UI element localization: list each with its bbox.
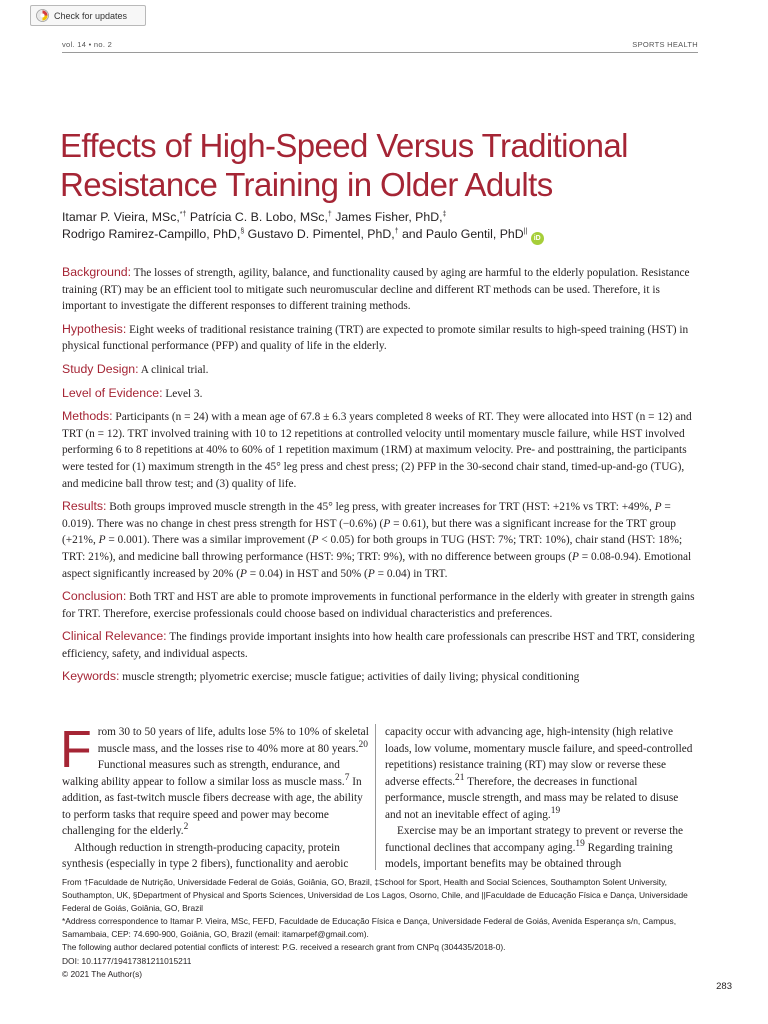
section-text: The losses of strength, agility, balance, and functionality caused by aging are harmful to the elderly population. Resistance training (RT) may be an efficient tool to mitigate such neuromuscular decline and different RT methods can be used. Therefore, it is important to investigate the different responses to different training methods. (62, 267, 690, 313)
body-paragraph (60, 721, 374, 840)
copyright: © 2021 The Author(s) (62, 968, 143, 979)
affiliation-mark: § (240, 227, 245, 235)
abstract-keywords (62, 668, 702, 686)
section-text: Eight weeks of traditional resistance training (TRT) are expected to promote similar results to high-speed training (HST) in physical functional performance (PFP) and quality of life in the elderly. (62, 323, 689, 353)
author-name: Gustavo D. Pimentel, PhD, (244, 227, 395, 241)
section-text: = 0.001). There was a similar improvement ( (105, 534, 312, 547)
abstract-hypothesis (62, 321, 702, 355)
body-text: Regarding training models, important benefits may be obtained through (385, 841, 673, 870)
section-text: Both TRT and HST are able to promote improvements in functional performance in the elderly with greater in strength gains for TRT. Therefore, exercise professionals could choose based on individual characteristics and preferences. (62, 591, 695, 620)
abstract-background (62, 264, 702, 315)
author-name: James Fisher, PhD, (331, 210, 443, 224)
body-text: Therefore, the decreases in functional performance, muscle strength, and mass may be related to disuse and not an inevitable effect of aging. (385, 775, 679, 821)
p-symbol: P (367, 567, 375, 580)
section-label: Study Design: (62, 361, 139, 376)
section-text: = 0.04) in HST and 50% ( (246, 567, 368, 580)
orcid-icon[interactable]: iD (531, 232, 544, 245)
body-text: rom 30 to 50 years of life, adults lose 5% to 10% of skeletal muscle mass, and the losses rise to 40% more at 80 years. (97, 726, 369, 755)
p-symbol: P (98, 534, 106, 547)
page-number: 283 (716, 981, 732, 992)
abstract (62, 264, 702, 692)
check-for-updates-badge[interactable] (30, 5, 146, 26)
section-text: = 0.04) in TRT. (374, 567, 448, 580)
affiliation-mark: † (394, 227, 399, 235)
section-text: Participants (n = 24) with a mean age of 67.8 ± 6.3 years completed 8 weeks of RT. They were allocated into HST (n = 12) and TRT (n = 12). TRT involved training with 10 to 12 repetitions at controlled velocity until momentary muscle failure, while HST involved performing 6 to 8 repetitions at 40% to 60% of 1 repetition maximum (1RM) at maximum velocity. Pre- and posttraining, the participants were tested for (1) maximum strength in the 45° leg press and chest press; (2) PFP in the 30-second chair stand, timed-up-and-go (TUG), and medicine ball throw test; and (3) quality of life. (62, 411, 692, 490)
section-text: = 0.019). There was no change in chest press strength for HST (−0.6%) ( (62, 501, 671, 530)
journal-name: SPORTS HEALTH (632, 40, 698, 49)
section-text: muscle strength; plyometric exercise; muscle fatigue; activities of daily living; physical conditioning (119, 671, 580, 684)
article-title: Effects of High-Speed Versus Traditional Resistance Training in Older Adults (60, 127, 628, 203)
affiliation-mark: || (523, 227, 528, 235)
body-paragraph: Although reduction in strength-producing capacity, protein synthesis (especially in type 2 fibers), functionality and aerobic (62, 841, 349, 870)
p-symbol: P (311, 534, 319, 547)
section-text: A clinical trial. (138, 363, 209, 376)
header-divider (62, 52, 698, 53)
section-label: Level of Evidence: (62, 385, 163, 400)
journal-issue: vol. 14 • no. 2 (62, 40, 113, 49)
citation[interactable]: 19 (575, 838, 585, 849)
affiliation-mark: *† (179, 210, 187, 218)
section-label: Keywords: (62, 669, 120, 684)
abstract-methods (62, 408, 702, 492)
p-symbol: P (239, 567, 247, 580)
citation[interactable]: 2 (183, 822, 189, 833)
body-column-right (385, 724, 697, 873)
abstract-conclusion (62, 588, 702, 622)
body-text: In addition, as fast-twitch muscle fibers decrease with age, the ability to perform tasks that require speed and power may become challenging for the elderly. (62, 775, 363, 837)
author-name: Rodrigo Ramirez-Campillo, PhD, (62, 227, 241, 241)
author-name: Patrícia C. B. Lobo, MSc, (186, 210, 328, 224)
section-label: Results: (62, 499, 107, 514)
body-column-left (60, 721, 374, 873)
check-for-updates-label: Check for updates (54, 10, 128, 21)
citation[interactable]: 7 (344, 772, 350, 783)
section-label: Clinical Relevance: (62, 629, 167, 644)
column-divider (375, 724, 376, 870)
p-symbol: P (654, 501, 662, 514)
body-text: Functional measures such as strength, endurance, and walking ability appear to follow a similar loss as muscle mass. (62, 759, 345, 788)
author-list (62, 209, 702, 245)
abstract-clinical-relevance (62, 628, 702, 662)
affiliation-mark: ‡ (442, 210, 447, 218)
section-label: Background: (62, 265, 132, 279)
section-label: Methods: (62, 409, 113, 424)
section-label: Conclusion: (62, 589, 127, 604)
abstract-evidence (62, 385, 702, 403)
section-label: Hypothesis: (62, 321, 127, 336)
doi[interactable]: DOI: 10.1177/19417381211015211 (62, 955, 192, 966)
citation[interactable]: 21 (455, 772, 465, 783)
section-text: The findings provide important insights into how health care professionals can prescribe HST and TRT, considering efficiency, safety, and individual aspects. (62, 631, 695, 660)
author-name: and Paulo Gentil, PhD (398, 227, 524, 241)
body-paragraph (385, 823, 697, 873)
section-text: < 0.05) for both groups in TUG (HST: 7%; TRT: 10%), chair stand (HST: 18%; TRT: 21%), and medicine ball throwing performance (HST: 9%; TRT: 9%), with no difference between groups ( (62, 534, 683, 563)
body-paragraph (385, 724, 697, 823)
correspondence-footnote: *Address correspondence to Itamar P. Vieira, MSc, FEFD, Faculdade de Educação Física e Dança, Universidade Federal de Goiás, Avenida Esperança s/n, Campus, Samambaia, CEP: 74.690-900, Goiânia, GO, Brazil (email: itamarpef@gmail.com). (62, 916, 677, 940)
citation[interactable]: 19 (550, 805, 561, 816)
p-symbol: P (383, 517, 391, 530)
section-text: = 0.61), but there was a significant increase for the TRT group (+21%, (62, 517, 676, 547)
section-text: Level 3. (162, 387, 203, 400)
affiliation-mark: † (327, 210, 332, 218)
abstract-study-design (62, 361, 702, 379)
body-text: capacity occur with advancing age, high-intensity (high relative loads, low volume, momentary muscle failure, and speed-controlled repetitions) resistance training (RT) may slow or reverse these adverse effects. (385, 726, 693, 788)
citation[interactable]: 20 (358, 739, 368, 750)
conflicts-footnote: The following author declared potential conflicts of interest: P.G. received a research grant from CNPq (304435/2018-0). (62, 942, 506, 953)
affiliations-footnote: From †Faculdade de Nutrição, Universidade Federal de Goiás, Goiânia, GO, Brazil, ‡School for Sport, Health and Social Sciences, Southampton Solent University, Southampton, UK, §Department of Physical and Sports Sciences, Universidad de Los Lagos, Osorno, Chile, and ||Faculdade de Educação Física e Dança, Universidade Federal de Goiás, Goiânia, GO, Brazil (62, 877, 688, 914)
section-text: Both groups improved muscle strength in the 45° leg press, with greater increases for TRT (HST: +21% vs TRT: +49%, (106, 501, 655, 514)
abstract-results (62, 498, 702, 582)
author-name: Itamar P. Vieira, MSc, (62, 210, 180, 224)
body-text: Exercise may be an important strategy to prevent or reverse the functional declines that accompany aging. (385, 825, 684, 854)
check-updates-icon (36, 9, 49, 22)
footnotes (62, 876, 702, 981)
section-text: = 0.08-0.94). Emotional aspect significantly increased by 20% ( (62, 550, 692, 580)
p-symbol: P (572, 550, 579, 563)
drop-cap: F (60, 721, 92, 779)
